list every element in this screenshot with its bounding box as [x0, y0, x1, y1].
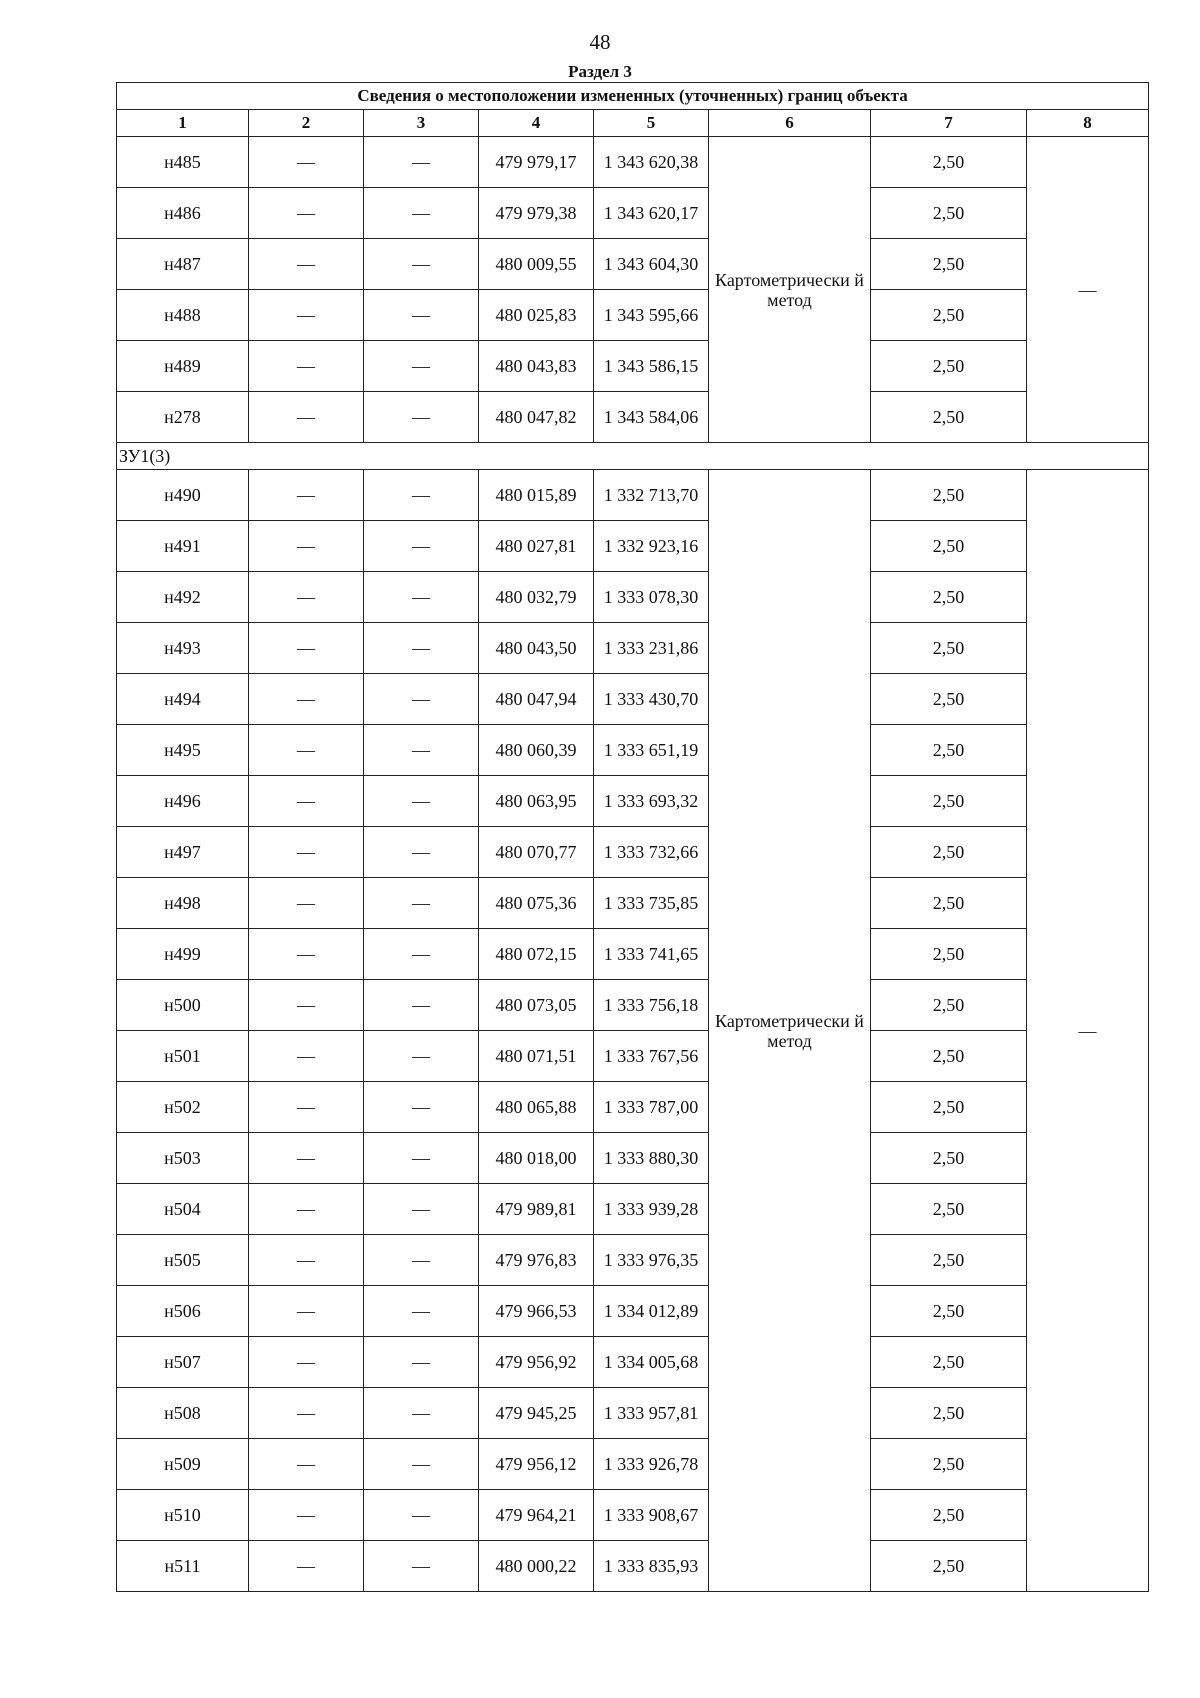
column-number: 6 [709, 110, 871, 137]
point-name: н510 [117, 1490, 249, 1541]
point-name: н501 [117, 1031, 249, 1082]
column-3-value: — [364, 1082, 479, 1133]
column-number: 1 [117, 110, 249, 137]
table-row [117, 623, 1149, 674]
table-title-row [117, 83, 1149, 110]
table-row [117, 1082, 1149, 1133]
point-name: н499 [117, 929, 249, 980]
column-number: 3 [364, 110, 479, 137]
column-3-value: — [364, 674, 479, 725]
column-3-value: — [364, 827, 479, 878]
point-name: н505 [117, 1235, 249, 1286]
table-row [117, 674, 1149, 725]
accuracy-value: 2,50 [871, 1286, 1027, 1337]
y-coordinate: 1 334 012,89 [594, 1286, 709, 1337]
x-coordinate: 480 015,89 [479, 470, 594, 521]
column-3-value: — [364, 1235, 479, 1286]
column-2-value: — [249, 929, 364, 980]
x-coordinate: 480 047,94 [479, 674, 594, 725]
point-name: н508 [117, 1388, 249, 1439]
y-coordinate: 1 333 880,30 [594, 1133, 709, 1184]
x-coordinate: 480 018,00 [479, 1133, 594, 1184]
x-coordinate: 479 989,81 [479, 1184, 594, 1235]
y-coordinate: 1 333 732,66 [594, 827, 709, 878]
column-2-value: — [249, 341, 364, 392]
y-coordinate: 1 333 957,81 [594, 1388, 709, 1439]
point-name: н494 [117, 674, 249, 725]
x-coordinate: 480 072,15 [479, 929, 594, 980]
table-row [117, 878, 1149, 929]
x-coordinate: 479 966,53 [479, 1286, 594, 1337]
group-label-row [117, 443, 1149, 470]
coordinates-table [116, 82, 1149, 1592]
column-3-value: — [364, 1439, 479, 1490]
accuracy-value: 2,50 [871, 1031, 1027, 1082]
x-coordinate: 480 009,55 [479, 239, 594, 290]
x-coordinate: 480 027,81 [479, 521, 594, 572]
accuracy-value: 2,50 [871, 1439, 1027, 1490]
column-2-value: — [249, 725, 364, 776]
column-2-value: — [249, 1286, 364, 1337]
point-name: н507 [117, 1337, 249, 1388]
column-2-value: — [249, 878, 364, 929]
accuracy-value: 2,50 [871, 1133, 1027, 1184]
column-2-value: — [249, 1235, 364, 1286]
accuracy-value: 2,50 [871, 674, 1027, 725]
column-3-value: — [364, 392, 479, 443]
x-coordinate: 479 956,92 [479, 1337, 594, 1388]
table-row [117, 929, 1149, 980]
column-2-value: — [249, 1541, 364, 1592]
column-3-value: — [364, 341, 479, 392]
column-2-value: — [249, 1031, 364, 1082]
y-coordinate: 1 333 756,18 [594, 980, 709, 1031]
point-name: н491 [117, 521, 249, 572]
column-3-value: — [364, 725, 479, 776]
y-coordinate: 1 333 078,30 [594, 572, 709, 623]
accuracy-value: 2,50 [871, 1235, 1027, 1286]
column-2-value: — [249, 470, 364, 521]
point-name: н506 [117, 1286, 249, 1337]
y-coordinate: 1 332 923,16 [594, 521, 709, 572]
column-2-value: — [249, 1439, 364, 1490]
point-name: н509 [117, 1439, 249, 1490]
y-coordinate: 1 333 835,93 [594, 1541, 709, 1592]
point-name: н485 [117, 137, 249, 188]
y-coordinate: 1 333 231,86 [594, 623, 709, 674]
table-row [117, 290, 1149, 341]
column-2-value: — [249, 572, 364, 623]
x-coordinate: 479 976,83 [479, 1235, 594, 1286]
column-3-value: — [364, 623, 479, 674]
table-row [117, 572, 1149, 623]
column-2-value: — [249, 1082, 364, 1133]
column-2-value: — [249, 392, 364, 443]
y-coordinate: 1 343 620,17 [594, 188, 709, 239]
table-row [117, 1133, 1149, 1184]
x-coordinate: 480 063,95 [479, 776, 594, 827]
column-3-value: — [364, 239, 479, 290]
point-name: н504 [117, 1184, 249, 1235]
point-name: н493 [117, 623, 249, 674]
table-row [117, 1337, 1149, 1388]
table-row [117, 980, 1149, 1031]
accuracy-value: 2,50 [871, 929, 1027, 980]
x-coordinate: 480 070,77 [479, 827, 594, 878]
accuracy-value: 2,50 [871, 827, 1027, 878]
column-2-value: — [249, 776, 364, 827]
column-2-value: — [249, 290, 364, 341]
x-coordinate: 480 025,83 [479, 290, 594, 341]
x-coordinate: 479 956,12 [479, 1439, 594, 1490]
column-3-value: — [364, 1031, 479, 1082]
y-coordinate: 1 333 976,35 [594, 1235, 709, 1286]
column-8-value: — [1027, 137, 1149, 443]
accuracy-value: 2,50 [871, 1337, 1027, 1388]
point-name: н497 [117, 827, 249, 878]
column-3-value: — [364, 572, 479, 623]
table-row [117, 1439, 1149, 1490]
y-coordinate: 1 333 767,56 [594, 1031, 709, 1082]
x-coordinate: 479 979,17 [479, 137, 594, 188]
y-coordinate: 1 332 713,70 [594, 470, 709, 521]
x-coordinate: 480 032,79 [479, 572, 594, 623]
accuracy-value: 2,50 [871, 1541, 1027, 1592]
accuracy-value: 2,50 [871, 188, 1027, 239]
column-2-value: — [249, 1490, 364, 1541]
table-row [117, 1490, 1149, 1541]
table-row [117, 137, 1149, 188]
accuracy-value: 2,50 [871, 1082, 1027, 1133]
table-row [117, 776, 1149, 827]
y-coordinate: 1 333 787,00 [594, 1082, 709, 1133]
column-3-value: — [364, 878, 479, 929]
accuracy-value: 2,50 [871, 1490, 1027, 1541]
column-3-value: — [364, 929, 479, 980]
accuracy-value: 2,50 [871, 980, 1027, 1031]
method-cell: Картометрически й метод [709, 470, 871, 1592]
y-coordinate: 1 343 595,66 [594, 290, 709, 341]
column-3-value: — [364, 188, 479, 239]
x-coordinate: 480 065,88 [479, 1082, 594, 1133]
column-3-value: — [364, 1286, 479, 1337]
point-name: н486 [117, 188, 249, 239]
point-name: н495 [117, 725, 249, 776]
x-coordinate: 480 043,83 [479, 341, 594, 392]
y-coordinate: 1 343 604,30 [594, 239, 709, 290]
table-title: Сведения о местоположении измененных (уточненных) границ объекта [117, 83, 1149, 110]
column-number: 7 [871, 110, 1027, 137]
point-name: н492 [117, 572, 249, 623]
table-row [117, 1184, 1149, 1235]
accuracy-value: 2,50 [871, 137, 1027, 188]
column-number: 8 [1027, 110, 1149, 137]
table-row [117, 341, 1149, 392]
point-name: н511 [117, 1541, 249, 1592]
accuracy-value: 2,50 [871, 572, 1027, 623]
y-coordinate: 1 333 741,65 [594, 929, 709, 980]
point-name: н502 [117, 1082, 249, 1133]
column-2-value: — [249, 188, 364, 239]
accuracy-value: 2,50 [871, 1388, 1027, 1439]
column-3-value: — [364, 980, 479, 1031]
accuracy-value: 2,50 [871, 290, 1027, 341]
point-name: н498 [117, 878, 249, 929]
accuracy-value: 2,50 [871, 776, 1027, 827]
column-2-value: — [249, 623, 364, 674]
column-number: 4 [479, 110, 594, 137]
y-coordinate: 1 333 735,85 [594, 878, 709, 929]
accuracy-value: 2,50 [871, 470, 1027, 521]
table-row [117, 1541, 1149, 1592]
x-coordinate: 479 945,25 [479, 1388, 594, 1439]
column-3-value: — [364, 1133, 479, 1184]
x-coordinate: 479 964,21 [479, 1490, 594, 1541]
column-3-value: — [364, 1490, 479, 1541]
column-2-value: — [249, 1184, 364, 1235]
page-number: 48 [589, 30, 611, 54]
x-coordinate: 480 043,50 [479, 623, 594, 674]
point-name: н278 [117, 392, 249, 443]
column-number: 5 [594, 110, 709, 137]
column-3-value: — [364, 521, 479, 572]
accuracy-value: 2,50 [871, 239, 1027, 290]
column-2-value: — [249, 980, 364, 1031]
column-2-value: — [249, 239, 364, 290]
column-2-value: — [249, 827, 364, 878]
accuracy-value: 2,50 [871, 1184, 1027, 1235]
y-coordinate: 1 333 693,32 [594, 776, 709, 827]
x-coordinate: 480 075,36 [479, 878, 594, 929]
point-name: н489 [117, 341, 249, 392]
column-number: 2 [249, 110, 364, 137]
accuracy-value: 2,50 [871, 623, 1027, 674]
y-coordinate: 1 333 430,70 [594, 674, 709, 725]
point-name: н500 [117, 980, 249, 1031]
table-row [117, 239, 1149, 290]
table-row [117, 521, 1149, 572]
y-coordinate: 1 343 620,38 [594, 137, 709, 188]
point-name: н490 [117, 470, 249, 521]
y-coordinate: 1 343 584,06 [594, 392, 709, 443]
column-3-value: — [364, 137, 479, 188]
column-3-value: — [364, 470, 479, 521]
table-row [117, 188, 1149, 239]
table-row [117, 725, 1149, 776]
y-coordinate: 1 333 939,28 [594, 1184, 709, 1235]
table-row [117, 827, 1149, 878]
x-coordinate: 480 073,05 [479, 980, 594, 1031]
point-name: н487 [117, 239, 249, 290]
column-number-row [117, 110, 1149, 137]
point-name: н503 [117, 1133, 249, 1184]
table-row [117, 1235, 1149, 1286]
column-2-value: — [249, 1133, 364, 1184]
column-2-value: — [249, 674, 364, 725]
accuracy-value: 2,50 [871, 341, 1027, 392]
accuracy-value: 2,50 [871, 521, 1027, 572]
y-coordinate: 1 343 586,15 [594, 341, 709, 392]
column-2-value: — [249, 1337, 364, 1388]
column-3-value: — [364, 1541, 479, 1592]
column-3-value: — [364, 1337, 479, 1388]
column-3-value: — [364, 1184, 479, 1235]
accuracy-value: 2,50 [871, 878, 1027, 929]
y-coordinate: 1 333 651,19 [594, 725, 709, 776]
table-row [117, 1031, 1149, 1082]
x-coordinate: 479 979,38 [479, 188, 594, 239]
method-cell: Картометрически й метод [709, 137, 871, 443]
y-coordinate: 1 334 005,68 [594, 1337, 709, 1388]
point-name: н496 [117, 776, 249, 827]
y-coordinate: 1 333 908,67 [594, 1490, 709, 1541]
section-title: Раздел 3 [568, 62, 632, 81]
table-row [117, 470, 1149, 521]
column-2-value: — [249, 137, 364, 188]
column-8-value: — [1027, 470, 1149, 1592]
accuracy-value: 2,50 [871, 725, 1027, 776]
column-2-value: — [249, 1388, 364, 1439]
x-coordinate: 480 060,39 [479, 725, 594, 776]
x-coordinate: 480 000,22 [479, 1541, 594, 1592]
column-3-value: — [364, 1388, 479, 1439]
x-coordinate: 480 047,82 [479, 392, 594, 443]
column-2-value: — [249, 521, 364, 572]
y-coordinate: 1 333 926,78 [594, 1439, 709, 1490]
accuracy-value: 2,50 [871, 392, 1027, 443]
column-3-value: — [364, 776, 479, 827]
x-coordinate: 480 071,51 [479, 1031, 594, 1082]
table-row [117, 392, 1149, 443]
group-label: ЗУ1(3) [117, 443, 1149, 470]
column-3-value: — [364, 290, 479, 341]
point-name: н488 [117, 290, 249, 341]
table-row [117, 1388, 1149, 1439]
table-row [117, 1286, 1149, 1337]
